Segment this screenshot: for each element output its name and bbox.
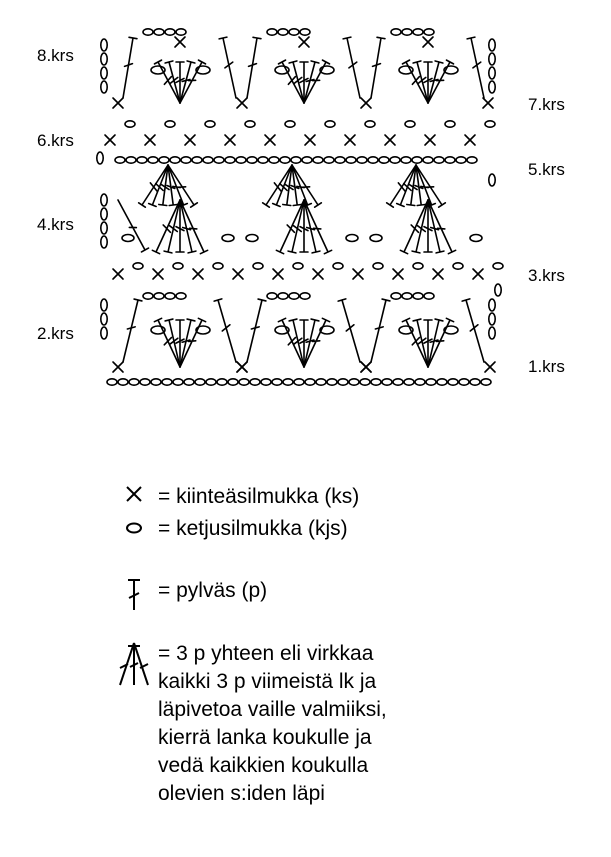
single-crochet (233, 269, 243, 279)
chain-stitch (280, 157, 290, 163)
chain-stitch (162, 379, 172, 385)
double-crochet (180, 200, 208, 254)
chain-stitch (283, 379, 293, 385)
chain-stitch (368, 157, 378, 163)
chain-stitch (143, 29, 153, 35)
single-crochet (465, 135, 475, 145)
double-crochet (304, 200, 332, 254)
single-crochet (113, 362, 123, 372)
chain-stitch (470, 379, 480, 385)
chain-stitch (181, 157, 191, 163)
chain-stitch (424, 293, 434, 299)
chain-stitch (170, 157, 180, 163)
chain-stitch (269, 157, 279, 163)
row-label-6: 6.krs (37, 131, 74, 150)
single-crochet (299, 37, 309, 47)
double-crochet-icon (122, 577, 146, 613)
row-label-1: 1.krs (528, 357, 565, 376)
chain-stitch (173, 379, 183, 385)
chain-stitch (426, 379, 436, 385)
double-crochet (343, 37, 360, 98)
chain-stitch (294, 379, 304, 385)
chain-stitch (126, 157, 136, 163)
chain-stitch (346, 235, 358, 242)
chain-stitch (176, 29, 186, 35)
chain-stitch (192, 157, 202, 163)
chain-stitch (413, 29, 423, 35)
row-label-2: 2.krs (37, 324, 74, 343)
chain-stitch (173, 263, 183, 269)
legend-text-chain: = ketjusilmukka (kjs) (158, 517, 348, 540)
chain-stitch (206, 379, 216, 385)
single-crochet (353, 269, 363, 279)
chain-stitch (101, 39, 107, 51)
single-crochet (425, 135, 435, 145)
chain-stitch (335, 157, 345, 163)
chain-stitch (360, 379, 370, 385)
chain-stitch (101, 299, 107, 311)
chain-stitch (101, 236, 107, 248)
chain-stitch (293, 263, 303, 269)
double-crochet (412, 200, 428, 253)
chain-stitch (489, 313, 495, 325)
double-crochet (462, 299, 484, 362)
x-icon (123, 483, 145, 505)
chain-stitch (107, 379, 117, 385)
chain-stitch (125, 121, 135, 127)
chain-stitch (373, 263, 383, 269)
chain-stitch (379, 157, 389, 163)
chain-stitch (445, 121, 455, 127)
chain-stitch (357, 157, 367, 163)
chain-stitch (489, 174, 495, 186)
chain-stitch (453, 263, 463, 269)
chain-stitch (101, 194, 107, 206)
double-crochet (371, 299, 390, 362)
double-crochet (214, 299, 236, 362)
row-label-8: 8.krs (37, 46, 74, 65)
double-crochet (219, 37, 236, 98)
chain-stitch (316, 379, 326, 385)
chain-stitch (324, 157, 334, 163)
chain-stitch (184, 379, 194, 385)
single-crochet (145, 135, 155, 145)
chain-stitch (159, 157, 169, 163)
chain-stitch (489, 53, 495, 65)
row-label-5: 5.krs (528, 160, 565, 179)
chain-stitch (448, 379, 458, 385)
dc3tog-icon (112, 640, 156, 688)
double-crochet (180, 319, 195, 367)
single-crochet (305, 135, 315, 145)
chain-stitch (115, 157, 125, 163)
single-crochet (237, 98, 247, 108)
chain-stitch (122, 235, 134, 242)
single-crochet (153, 269, 163, 279)
single-crochet (225, 135, 235, 145)
chain-stitch (225, 157, 235, 163)
legend-item-double-crochet (110, 577, 267, 613)
chain-stitch (101, 81, 107, 93)
chain-stitch (495, 284, 501, 296)
single-crochet (113, 98, 123, 108)
double-crochet (304, 200, 320, 253)
chain-stitch (278, 293, 288, 299)
double-crochet (180, 61, 195, 103)
chain-stitch (300, 29, 310, 35)
chain-stitch (151, 379, 161, 385)
chain-stitch (291, 157, 301, 163)
chain-stitch (97, 152, 103, 164)
chain-stitch (236, 157, 246, 163)
chain-stitch (346, 157, 356, 163)
chain-stitch (101, 67, 107, 79)
chain-stitch (247, 157, 257, 163)
double-crochet (247, 299, 266, 362)
chain-stitch (481, 379, 491, 385)
single-crochet (473, 269, 483, 279)
chain-stitch (489, 327, 495, 339)
chain-stitch (402, 29, 412, 35)
double-crochet (338, 299, 360, 362)
single-crochet (433, 269, 443, 279)
double-crochet (428, 200, 456, 254)
chain-stitch (285, 121, 295, 127)
chain-stitch (349, 379, 359, 385)
chain-stitch (272, 379, 282, 385)
chain-stitch (278, 29, 288, 35)
double-crochet (288, 200, 304, 253)
single-crochet (393, 269, 403, 279)
single-crochet (185, 135, 195, 145)
chain-stitch (267, 29, 277, 35)
chain-stitch (250, 379, 260, 385)
chain-stitch (228, 379, 238, 385)
legend-item-chain (110, 515, 348, 543)
chain-stitch (129, 379, 139, 385)
chain-stitch (423, 157, 433, 163)
chain-stitch (424, 29, 434, 35)
chain-stitch (133, 263, 143, 269)
double-crochet (164, 200, 180, 253)
chain-stitch (391, 293, 401, 299)
row-label-3: 3.krs (528, 266, 565, 285)
chain-stitch (205, 121, 215, 127)
double-crochet (180, 200, 196, 253)
row-label-4: 4.krs (37, 215, 74, 234)
chain-stitch (217, 379, 227, 385)
chain-stitch (101, 222, 107, 234)
double-crochet (428, 61, 443, 103)
chain-stitch (261, 379, 271, 385)
chain-stitch (101, 53, 107, 65)
chain-stitch (101, 313, 107, 325)
chain-stitch (214, 157, 224, 163)
chain-stitch (489, 67, 495, 79)
single-crochet (423, 37, 433, 47)
chain-stitch (148, 157, 158, 163)
chain-stitch (393, 379, 403, 385)
chain-stitch (434, 157, 444, 163)
single-crochet (361, 98, 371, 108)
single-crochet (483, 98, 493, 108)
legend-item-dc3tog (110, 640, 387, 808)
chain-stitch (412, 157, 422, 163)
double-crochet (428, 200, 444, 253)
legend-text-double-crochet: = pylväs (p) (158, 579, 268, 602)
chain-stitch (391, 29, 401, 35)
chain-stitch (154, 293, 164, 299)
legend-item-single-crochet (110, 483, 359, 511)
double-crochet (428, 319, 443, 367)
chain-stitch (101, 208, 107, 220)
chain-stitch (289, 293, 299, 299)
chain-stitch (165, 121, 175, 127)
chain-stitch (365, 121, 375, 127)
chain-stitch (489, 81, 495, 93)
chain-stitch (325, 121, 335, 127)
chain-stitch (467, 157, 477, 163)
single-crochet (105, 135, 115, 145)
chain-stitch (459, 379, 469, 385)
chain-stitch (118, 379, 128, 385)
single-crochet (193, 269, 203, 279)
chain-stitch (140, 379, 150, 385)
chain-stitch (382, 379, 392, 385)
chain-stitch (203, 157, 213, 163)
chain-stitch (154, 29, 164, 35)
chain-stitch (402, 293, 412, 299)
chain-stitch (101, 327, 107, 339)
chain-stitch (165, 293, 175, 299)
chain-stitch (300, 293, 310, 299)
chain-stitch (445, 157, 455, 163)
chain-stitch (213, 263, 223, 269)
chain-stitch (327, 379, 337, 385)
chain-stitch (405, 121, 415, 127)
chain-stitch (253, 263, 263, 269)
chain-stitch (370, 235, 382, 242)
chain-stitch (413, 293, 423, 299)
single-crochet (313, 269, 323, 279)
chain-stitch (143, 293, 153, 299)
chain-stitch (371, 379, 381, 385)
chain-stitch (245, 121, 255, 127)
chain-stitch (470, 235, 482, 242)
chain-stitch (413, 263, 423, 269)
chain-stitch (137, 157, 147, 163)
chain-stitch (305, 379, 315, 385)
legend-text-dc3tog: = 3 p yhteen eli virkkaa kaikki 3 p viimeistä lk ja läpivetoa vaille valmiiksi, kierrä lanka koukulle ja vedä kaikkien koukulla olevien s:iden läpi (158, 642, 387, 805)
double-crochet (247, 37, 261, 98)
chain-stitch (176, 293, 186, 299)
single-crochet (361, 362, 371, 372)
chain-stitch (493, 263, 503, 269)
chain-stitch (258, 157, 268, 163)
chain-stitch (415, 379, 425, 385)
chain-stitch (390, 157, 400, 163)
chain-stitch (489, 39, 495, 51)
single-crochet (113, 269, 123, 279)
single-crochet (265, 135, 275, 145)
single-crochet (237, 362, 247, 372)
chain-stitch (165, 29, 175, 35)
chain-stitch (404, 379, 414, 385)
chain-stitch (267, 293, 277, 299)
chain-stitch (239, 379, 249, 385)
double-crochet (118, 200, 149, 252)
chain-stitch (195, 379, 205, 385)
chain-stitch (313, 157, 323, 163)
double-crochet (371, 37, 385, 98)
single-crochet (485, 362, 495, 372)
single-crochet (273, 269, 283, 279)
double-crochet (123, 299, 142, 362)
chain-stitch (302, 157, 312, 163)
chain-stitch (456, 157, 466, 163)
double-crochet (123, 37, 137, 98)
chain-oval-icon (121, 515, 147, 539)
legend-text-single-crochet: = kiinteäsilmukka (ks) (158, 485, 360, 508)
single-crochet (385, 135, 395, 145)
chain-stitch (338, 379, 348, 385)
single-crochet (175, 37, 185, 47)
double-crochet (467, 37, 484, 98)
chain-stitch (222, 235, 234, 242)
chain-stitch (246, 235, 258, 242)
double-crochet (304, 61, 319, 103)
chain-stitch (437, 379, 447, 385)
chain-stitch (401, 157, 411, 163)
chain-stitch (489, 299, 495, 311)
single-crochet (345, 135, 355, 145)
chain-stitch (289, 29, 299, 35)
chain-stitch (333, 263, 343, 269)
chain-stitch (485, 121, 495, 127)
double-crochet (304, 319, 319, 367)
row-label-7: 7.krs (528, 95, 565, 114)
